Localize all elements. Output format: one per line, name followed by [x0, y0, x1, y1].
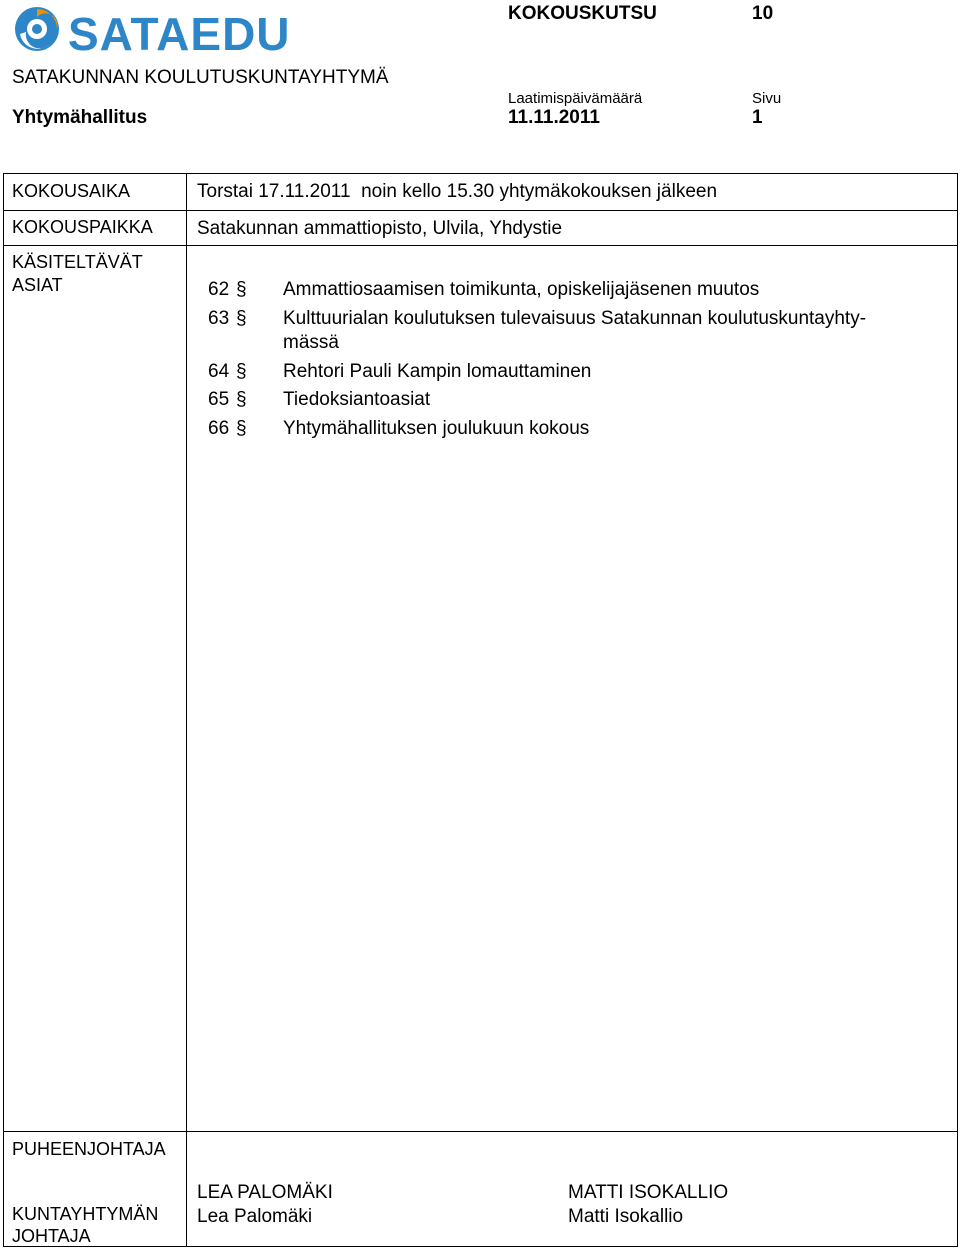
document-number: 10 [752, 3, 774, 24]
meeting-place-label: KOKOUSPAIKKA [12, 217, 153, 237]
logo-text: SATAEDU [68, 8, 291, 60]
agenda-item-number: 66 [208, 418, 230, 439]
agenda-label-line1: KÄSITELTÄVÄT [12, 252, 143, 272]
board-name: Yhtymähallitus [12, 107, 148, 128]
row-divider [3, 210, 958, 211]
meeting-table [3, 173, 958, 1247]
section-sign: § [236, 308, 247, 329]
meeting-place-value: Satakunnan ammattiopisto, Ulvila, Yhdystie [197, 218, 563, 239]
sataedu-logo-mark [12, 4, 62, 54]
director-name: Matti Isokallio [568, 1206, 684, 1227]
agenda-item-number: 63 [208, 308, 230, 329]
agenda-item-title-continued: mässä [283, 332, 339, 353]
column-divider [186, 173, 187, 1247]
section-sign: § [236, 418, 247, 439]
date-value: 11.11.2011 [508, 107, 600, 128]
date-label: Laatimispäivämäärä [508, 90, 643, 107]
document-type: KOKOUSKUTSU [508, 3, 657, 24]
agenda-item-title: Rehtori Pauli Kampin lomauttaminen [283, 361, 592, 382]
chair-label: PUHEENJOHTAJA [12, 1139, 166, 1159]
agenda-item-number: 62 [208, 279, 230, 300]
agenda-label-line2: ASIAT [12, 275, 63, 295]
meeting-time-label: KOKOUSAIKA [12, 181, 131, 201]
logo [12, 2, 291, 60]
row-divider [3, 245, 958, 246]
page-value: 1 [752, 107, 763, 128]
agenda-item-number: 65 [208, 389, 230, 410]
director-label-line1: KUNTAYHTYMÄN [12, 1204, 159, 1224]
meeting-time-value: Torstai 17.11.2011 noin kello 15.30 yhtymäkokouksen jälkeen [197, 181, 718, 202]
section-sign: § [236, 279, 247, 300]
section-sign: § [236, 361, 247, 382]
section-sign: § [236, 389, 247, 410]
page-label: Sivu [752, 90, 782, 107]
organization-name: SATAKUNNAN KOULUTUSKUNTAYHTYMÄ [12, 67, 389, 88]
agenda-item-number: 64 [208, 361, 230, 382]
director-label-line2: JOHTAJA [12, 1226, 91, 1246]
director-name-caps: MATTI ISOKALLIO [568, 1182, 729, 1203]
agenda-item-title: Tiedoksiantoasiat [283, 389, 431, 410]
chair-name-caps: LEA PALOMÄKI [197, 1182, 333, 1203]
row-divider [3, 1131, 958, 1132]
agenda-item-title: Yhtymähallituksen joulukuun kokous [283, 418, 590, 439]
agenda-item-title: Ammattiosaamisen toimikunta, opiskelijajäsenen muutos [283, 279, 760, 300]
chair-name: Lea Palomäki [197, 1206, 313, 1227]
agenda-item-title: Kulttuurialan koulutuksen tulevaisuus Satakunnan koulutuskuntayhty- [283, 308, 867, 329]
